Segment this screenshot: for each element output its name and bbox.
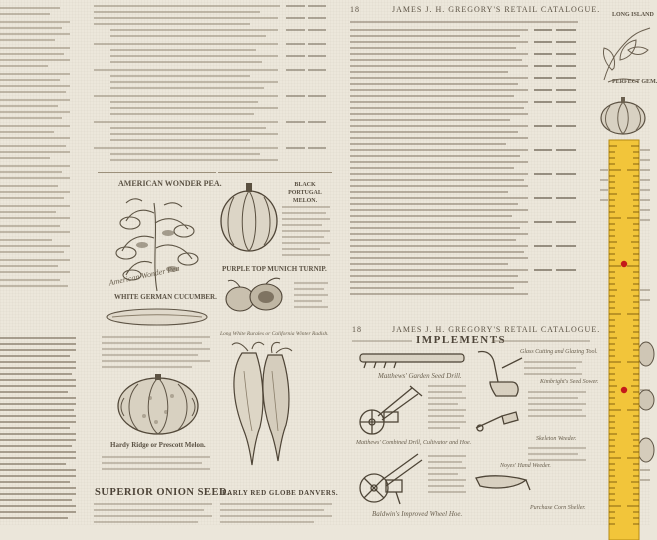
seed-sower-caption: Kimbright's Seed Sower.	[540, 379, 599, 385]
weeder-description-text	[528, 444, 588, 474]
melon-description-text	[102, 453, 212, 483]
portugal-melon-description-text	[282, 203, 332, 263]
american-wonder-pea-title: AMERICAN WONDER PEA.	[118, 179, 222, 188]
radish-caption: Long White Rurales or California Winter Radish.	[220, 331, 329, 337]
combined-drill-illustration	[356, 450, 426, 506]
wheel-hoe-caption: Baldwin's Improved Wheel Hoe.	[372, 510, 463, 518]
skeleton-weeder-illustration	[472, 408, 522, 436]
glass-cutting-caption: Glass Cutting and Glazing Tool.	[520, 349, 598, 355]
ruler-marker-dot	[621, 387, 627, 393]
bottom-description-text	[94, 500, 334, 526]
black-portugal-melon-illustration	[218, 179, 280, 255]
seed-sower-description-text	[528, 388, 588, 428]
ruler-marker-dot	[621, 261, 627, 267]
cucumber-illustration	[102, 305, 212, 329]
white-german-cucumber-title: WHITE GERMAN CUCUMBER.	[114, 293, 217, 301]
perfect-gem-heading: PERFECT GEM.	[612, 79, 657, 85]
skeleton-weeder-caption: Skeleton Weeder.	[536, 436, 577, 442]
center-top-catalogue-text	[90, 0, 330, 170]
catalogue-header-top: JAMES J. H. GREGORY'S RETAIL CATALOGUE.	[392, 5, 601, 14]
seed-drill-illustration	[356, 382, 426, 438]
implements-heading: IMPLEMENTS	[416, 334, 507, 346]
turnip-description-text	[294, 279, 330, 319]
catalogue-header-mid: JAMES J. H. GREGORY'S RETAIL CATALOGUE.	[392, 325, 601, 334]
black-portugal-melon-title: BLACK PORTUGAL MELON.	[288, 182, 322, 204]
left-catalogue-text	[0, 0, 80, 525]
turnip-illustration	[222, 277, 292, 317]
purple-top-turnip-title: PURPLE TOP MUNICH TURNIP.	[222, 265, 327, 273]
cucumber-description-text	[102, 333, 212, 373]
seed-drill-caption: Matthews' Garden Seed Drill.	[378, 372, 462, 380]
superior-onion-seed-heading: SUPERIOR ONION SEED.	[95, 487, 231, 498]
hand-weeder-illustration	[472, 470, 532, 496]
hardy-ridge-melon-illustration	[110, 368, 206, 438]
seed-illustration-panel	[98, 172, 222, 473]
catalogue-page-number-top: 18	[350, 5, 360, 14]
combined-drill-caption: Matthews' Combined Drill, Cultivator and Hoe.	[356, 440, 472, 446]
glass-cutting-tool-illustration	[472, 346, 528, 402]
corn-sheller-caption: Purchase Corn Sheller.	[530, 505, 586, 511]
catalogue-page-number-mid: 18	[352, 325, 362, 334]
vegetable-illustration-panel	[218, 172, 332, 473]
far-right-plant-illustration	[598, 20, 652, 90]
right-top-catalogue-text	[348, 16, 598, 316]
long-island-heading: LONG ISLAND	[612, 12, 654, 18]
far-right-squash-illustration	[598, 96, 648, 136]
combined-drill-description-text	[428, 452, 468, 512]
yellow-ruler	[607, 140, 641, 540]
new-hand-weeder-caption: Noyes' Hand Weeder.	[500, 463, 551, 469]
early-danvers-heading: EARLY RED GLOBE DANVERS.	[222, 489, 339, 497]
radish-illustration	[222, 341, 302, 471]
pea-packet-label: American Wonder Pea	[107, 263, 181, 288]
seed-drill-description-text	[428, 382, 468, 442]
hardy-ridge-melon-title: Hardy Ridge or Prescott Melon.	[110, 441, 206, 449]
garden-rake-illustration	[356, 348, 468, 370]
